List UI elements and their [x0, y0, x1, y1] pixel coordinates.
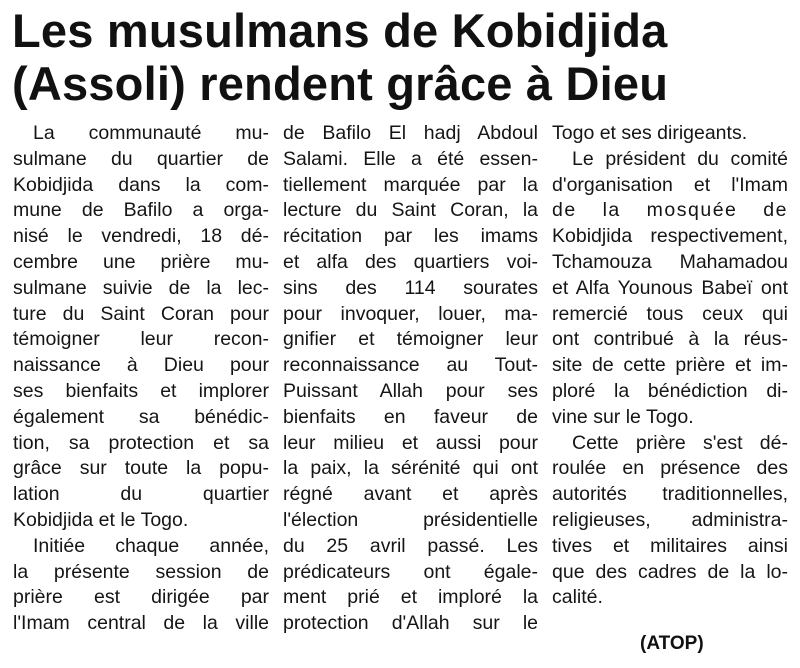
article-column-1: [13, 121, 269, 637]
text-line: de Bafilo El hadj Abdoul: [283, 122, 538, 144]
text-line: prière est dirigée par: [13, 586, 269, 609]
text-line: la présente session de: [13, 560, 269, 583]
text-line: Kobidjida dans la com-: [13, 173, 269, 196]
text-line: lecture du Saint Coran, la: [283, 199, 538, 222]
text-line: du 25 avril passé. Les: [283, 534, 538, 557]
text-line: l'élection présidentielle: [283, 508, 538, 531]
text-line: Tchamouza Mahamadou: [552, 250, 788, 273]
text-line: ploré la bénédiction di-: [552, 379, 788, 402]
text-line: ont contribué à la réus-: [552, 328, 788, 351]
text-line: que des cadres de la lo-: [552, 560, 788, 583]
headline-line-2: (Assoli) rendent grâce à Dieu: [12, 57, 669, 110]
text-line: leur milieu et aussi pour: [283, 431, 538, 454]
text-line: ment prié et imploré la: [283, 586, 538, 609]
text-line: Kobidjida et le Togo.: [13, 508, 189, 531]
text-line: l'Imam central de la ville: [13, 612, 269, 635]
text-line: la paix, la sérénité qui ont: [283, 457, 538, 480]
text-line: ture du Saint Coran pour: [13, 302, 269, 325]
text-line: autorités traditionnelles,: [552, 483, 788, 506]
text-line: calité.: [552, 586, 603, 609]
text-line: Togo et ses dirigeants.: [552, 122, 748, 144]
text-line: religieuses, administra-: [552, 508, 788, 531]
text-line: et alfa des quartiers voi-: [283, 250, 538, 273]
text-line: vine sur le Togo.: [552, 405, 694, 428]
text-line: également sa bénédic-: [13, 405, 269, 428]
text-line: nisé le vendredi, 18 dé-: [13, 225, 269, 248]
text-line: Kobidjida respectivement,: [552, 225, 788, 248]
text-line: remercié tous ceux qui: [552, 302, 788, 325]
text-line: Le président du comité: [572, 147, 788, 170]
text-line: La communauté mu-: [33, 122, 269, 144]
text-line: tives et militaires ainsi: [552, 534, 788, 557]
text-line: site de cette prière et im-: [552, 354, 788, 377]
text-line: récitation par les imams: [283, 225, 538, 248]
text-line: protection d'Allah sur le: [283, 612, 538, 635]
text-line: naissance à Dieu pour: [13, 354, 269, 377]
text-line: grâce sur toute la popu-: [13, 457, 269, 480]
text-line: et Alfa Younous Babeï ont: [552, 276, 788, 299]
text-line: ses bienfaits et implorer: [13, 379, 269, 402]
text-line: sulmane suivie de la lec-: [13, 276, 269, 299]
text-line: régné avant et après: [283, 483, 538, 506]
text-line: d'organisation et l'Imam: [552, 173, 788, 196]
text-line: reconnaissance au Tout-: [283, 354, 538, 377]
headline-line-1: Les musulmans de Kobidjida: [12, 4, 668, 57]
text-line: pour invoquer, louer, ma-: [283, 302, 538, 325]
text-line: gnifier et témoigner leur: [283, 328, 538, 351]
article-headline: [12, 4, 792, 110]
article-column-3: [552, 121, 788, 611]
text-line: Salami. Elle a été essen-: [283, 147, 538, 170]
text-line: roulée en présence des: [552, 457, 788, 480]
text-line: cembre une prière mu-: [13, 250, 269, 273]
text-line: Cette prière s'est dé-: [572, 431, 788, 454]
text-line: bienfaits en faveur de: [283, 405, 538, 428]
text-line: prédicateurs ont égale-: [283, 560, 538, 583]
text-line: Initiée chaque année,: [33, 534, 269, 557]
text-line: lation du quartier: [13, 483, 269, 506]
article-column-2: [283, 121, 538, 637]
text-line: sins des 114 sourates: [283, 276, 538, 299]
source-credit: (ATOP): [640, 633, 704, 654]
text-line: Puissant Allah pour ses: [283, 379, 538, 402]
text-line: de la mosquée de: [552, 199, 788, 222]
text-line: sulmane du quartier de: [13, 147, 269, 170]
text-line: mune de Bafilo a orga-: [13, 199, 269, 222]
text-line: tion, sa protection et sa: [13, 431, 269, 454]
text-line: tiellement marquée par la: [283, 173, 538, 196]
text-line: témoigner leur recon-: [13, 328, 269, 351]
